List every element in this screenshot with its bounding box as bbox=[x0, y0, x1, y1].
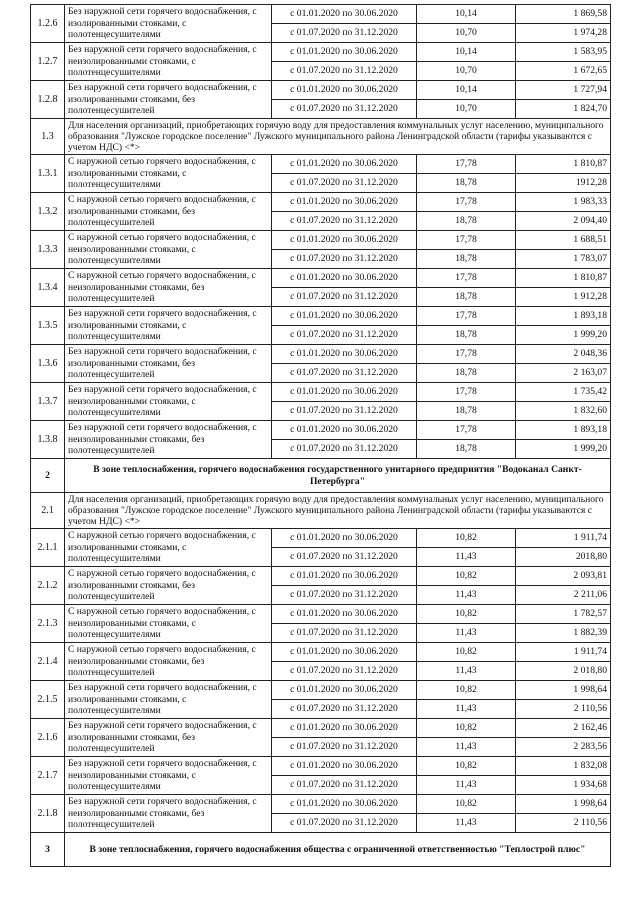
value-a-first-half: 10,14 bbox=[417, 5, 516, 24]
value-a-first-half: 17,78 bbox=[417, 269, 516, 288]
value-a-first-half: 10,82 bbox=[417, 567, 516, 586]
row-description: Без наружной сети горячего водоснабжения, с изолированными стояками, без полотенцесушителей bbox=[65, 345, 272, 383]
value-b-first-half: 1 832,08 bbox=[516, 757, 611, 776]
value-b-first-half: 2 162,46 bbox=[516, 719, 611, 738]
section-number: 2.1 bbox=[31, 493, 65, 529]
value-a-first-half: 10,82 bbox=[417, 529, 516, 548]
section-header-row bbox=[31, 493, 611, 529]
value-b-second-half: 2 211,06 bbox=[516, 586, 611, 605]
row-description: С наружной сетью горячего водоснабжения, с изолированными стояками, с полотенцесушителями bbox=[65, 155, 272, 193]
period-second-half: с 01.07.2020 по 31.12.2020 bbox=[272, 700, 417, 719]
value-b-first-half: 1 782,57 bbox=[516, 605, 611, 624]
value-a-first-half: 17,78 bbox=[417, 421, 516, 440]
value-b-second-half: 1 832,60 bbox=[516, 402, 611, 421]
value-a-first-half: 10,82 bbox=[417, 681, 516, 700]
row-description: С наружной сетью горячего водоснабжения, с неизолированными стояками, с полотенцесушителями bbox=[65, 231, 272, 269]
value-b-second-half: 1 824,70 bbox=[516, 100, 611, 119]
period-first-half: с 01.01.2020 по 30.06.2020 bbox=[272, 231, 417, 250]
period-second-half: с 01.07.2020 по 31.12.2020 bbox=[272, 662, 417, 681]
row-description: Без наружной сети горячего водоснабжения, с изолированными стояками, с полотенцесушителями bbox=[65, 307, 272, 345]
period-second-half: с 01.07.2020 по 31.12.2020 bbox=[272, 100, 417, 119]
period-first-half: с 01.01.2020 по 30.06.2020 bbox=[272, 643, 417, 662]
row-description: Без наружной сети горячего водоснабжения, с неизолированными стояками, с полотенцесушителями bbox=[65, 43, 272, 81]
value-b-second-half: 1 974,28 bbox=[516, 24, 611, 43]
value-a-second-half: 10,70 bbox=[417, 62, 516, 81]
value-a-first-half: 10,82 bbox=[417, 795, 516, 814]
row-number: 1.3.1 bbox=[31, 155, 65, 193]
row-description: Без наружной сети горячего водоснабжения, с изолированными стояками, без полотенцесушителей bbox=[65, 719, 272, 757]
value-a-second-half: 18,78 bbox=[417, 212, 516, 231]
value-b-second-half: 2 110,56 bbox=[516, 814, 611, 833]
row-number: 1.2.7 bbox=[31, 43, 65, 81]
period-first-half: с 01.01.2020 по 30.06.2020 bbox=[272, 269, 417, 288]
period-second-half: с 01.07.2020 по 31.12.2020 bbox=[272, 440, 417, 459]
tariff-table-body bbox=[31, 5, 611, 867]
value-a-second-half: 10,70 bbox=[417, 100, 516, 119]
value-a-first-half: 17,78 bbox=[417, 231, 516, 250]
row-number: 2.1.2 bbox=[31, 567, 65, 605]
table-row bbox=[31, 155, 611, 174]
table-row bbox=[31, 5, 611, 24]
row-number: 2.1.3 bbox=[31, 605, 65, 643]
value-a-second-half: 11,43 bbox=[417, 624, 516, 643]
row-description: С наружной сетью горячего водоснабжения, с неизолированными стояками, с полотенцесушителями bbox=[65, 605, 272, 643]
row-number: 2.1.5 bbox=[31, 681, 65, 719]
row-description: Без наружной сети горячего водоснабжения, с изолированными стояками, без полотенцесушителей bbox=[65, 81, 272, 119]
table-row bbox=[31, 567, 611, 586]
zone-header-row bbox=[31, 833, 611, 867]
section-header-row bbox=[31, 119, 611, 155]
period-second-half: с 01.07.2020 по 31.12.2020 bbox=[272, 24, 417, 43]
period-second-half: с 01.07.2020 по 31.12.2020 bbox=[272, 174, 417, 193]
value-a-second-half: 18,78 bbox=[417, 440, 516, 459]
period-second-half: с 01.07.2020 по 31.12.2020 bbox=[272, 738, 417, 757]
row-number: 1.2.6 bbox=[31, 5, 65, 43]
zone-title: В зоне теплоснабжения, горячего водоснабжения государственного унитарного предприятия "Водоканал Санкт-Петербурга" bbox=[65, 459, 611, 493]
value-a-second-half: 18,78 bbox=[417, 364, 516, 383]
value-a-second-half: 11,43 bbox=[417, 548, 516, 567]
value-a-second-half: 11,43 bbox=[417, 738, 516, 757]
period-second-half: с 01.07.2020 по 31.12.2020 bbox=[272, 814, 417, 833]
value-b-first-half: 1 810,87 bbox=[516, 269, 611, 288]
row-description: Без наружной сети горячего водоснабжения, с неизолированными стояками, без полотенцесушителей bbox=[65, 795, 272, 833]
value-a-second-half: 11,43 bbox=[417, 586, 516, 605]
value-b-second-half: 2 094,40 bbox=[516, 212, 611, 231]
value-a-second-half: 18,78 bbox=[417, 326, 516, 345]
period-second-half: с 01.07.2020 по 31.12.2020 bbox=[272, 212, 417, 231]
value-b-second-half: 1 912,28 bbox=[516, 288, 611, 307]
section-title: Для населения организаций, приобретающих горячую воду для предоставления коммунальных услуг населению, муниципального образования "Лужское городское поселение" Лужского муниципального района Ленинградской области (тарифы указываются с учетом НДС) <*> bbox=[65, 119, 611, 155]
table-row bbox=[31, 43, 611, 62]
value-b-first-half: 1 893,18 bbox=[516, 421, 611, 440]
period-first-half: с 01.01.2020 по 30.06.2020 bbox=[272, 605, 417, 624]
value-a-first-half: 17,78 bbox=[417, 383, 516, 402]
value-b-first-half: 1 998,64 bbox=[516, 681, 611, 700]
row-description: Без наружной сети горячего водоснабжения, с неизолированными стояками, с полотенцесушителями bbox=[65, 383, 272, 421]
value-a-first-half: 10,14 bbox=[417, 43, 516, 62]
value-a-first-half: 17,78 bbox=[417, 307, 516, 326]
value-b-second-half: 1 882,39 bbox=[516, 624, 611, 643]
table-row bbox=[31, 757, 611, 776]
value-a-first-half: 10,14 bbox=[417, 81, 516, 100]
row-description: Без наружной сети горячего водоснабжения, с неизолированными стояками, с полотенцесушителями bbox=[65, 757, 272, 795]
row-description: Без наружной сети горячего водоснабжения, с неизолированными стояками, без полотенцесушителей bbox=[65, 421, 272, 459]
value-a-first-half: 10,82 bbox=[417, 643, 516, 662]
period-first-half: с 01.01.2020 по 30.06.2020 bbox=[272, 193, 417, 212]
period-second-half: с 01.07.2020 по 31.12.2020 bbox=[272, 326, 417, 345]
value-b-first-half: 1 911,74 bbox=[516, 643, 611, 662]
period-first-half: с 01.01.2020 по 30.06.2020 bbox=[272, 155, 417, 174]
value-a-second-half: 18,78 bbox=[417, 250, 516, 269]
section-title: Для населения организаций, приобретающих горячую воду для предоставления коммунальных услуг населению, муниципального образования "Лужское городское поселение" Лужского муниципального района Ленинградской области (тарифы указываются с учетом НДС) <*> bbox=[65, 493, 611, 529]
table-row bbox=[31, 421, 611, 440]
table-row bbox=[31, 383, 611, 402]
section-number: 1.3 bbox=[31, 119, 65, 155]
table-row bbox=[31, 643, 611, 662]
value-b-first-half: 1 998,64 bbox=[516, 795, 611, 814]
value-a-first-half: 17,78 bbox=[417, 193, 516, 212]
period-first-half: с 01.01.2020 по 30.06.2020 bbox=[272, 421, 417, 440]
row-description: С наружной сетью горячего водоснабжения, с изолированными стояками, без полотенцесушителей bbox=[65, 193, 272, 231]
value-a-first-half: 10,82 bbox=[417, 605, 516, 624]
row-description: С наружной сетью горячего водоснабжения, с неизолированными стояками, без полотенцесушителей bbox=[65, 643, 272, 681]
value-b-first-half: 1 727,94 bbox=[516, 81, 611, 100]
row-description: С наружной сетью горячего водоснабжения, с изолированными стояками, без полотенцесушителей bbox=[65, 567, 272, 605]
value-b-second-half: 1 999,20 bbox=[516, 326, 611, 345]
tariff-table bbox=[30, 4, 611, 867]
value-a-second-half: 11,43 bbox=[417, 776, 516, 795]
period-first-half: с 01.01.2020 по 30.06.2020 bbox=[272, 795, 417, 814]
period-first-half: с 01.01.2020 по 30.06.2020 bbox=[272, 81, 417, 100]
value-b-second-half: 1912,28 bbox=[516, 174, 611, 193]
value-a-second-half: 11,43 bbox=[417, 662, 516, 681]
table-row bbox=[31, 231, 611, 250]
zone-title: В зоне теплоснабжения, горячего водоснабжения общества с ограниченной ответственностью "Теплострой плюс" bbox=[65, 833, 611, 867]
row-number: 2.1.6 bbox=[31, 719, 65, 757]
row-number: 1.2.8 bbox=[31, 81, 65, 119]
value-b-second-half: 2 018,80 bbox=[516, 662, 611, 681]
value-b-first-half: 1 983,33 bbox=[516, 193, 611, 212]
row-number: 1.3.8 bbox=[31, 421, 65, 459]
value-a-second-half: 11,43 bbox=[417, 700, 516, 719]
value-a-second-half: 18,78 bbox=[417, 288, 516, 307]
value-b-first-half: 1 735,42 bbox=[516, 383, 611, 402]
value-b-second-half: 1 999,20 bbox=[516, 440, 611, 459]
period-second-half: с 01.07.2020 по 31.12.2020 bbox=[272, 288, 417, 307]
value-b-second-half: 2018,80 bbox=[516, 548, 611, 567]
table-row bbox=[31, 529, 611, 548]
row-number: 1.3.6 bbox=[31, 345, 65, 383]
row-number: 2.1.7 bbox=[31, 757, 65, 795]
row-number: 1.3.5 bbox=[31, 307, 65, 345]
period-first-half: с 01.01.2020 по 30.06.2020 bbox=[272, 307, 417, 326]
value-b-second-half: 1 783,07 bbox=[516, 250, 611, 269]
value-a-first-half: 17,78 bbox=[417, 155, 516, 174]
value-a-first-half: 17,78 bbox=[417, 345, 516, 364]
value-a-second-half: 18,78 bbox=[417, 174, 516, 193]
row-number: 1.3.2 bbox=[31, 193, 65, 231]
row-number: 1.3.4 bbox=[31, 269, 65, 307]
period-first-half: с 01.01.2020 по 30.06.2020 bbox=[272, 719, 417, 738]
value-b-first-half: 2 048,36 bbox=[516, 345, 611, 364]
row-number: 1.3.3 bbox=[31, 231, 65, 269]
value-b-second-half: 2 163,07 bbox=[516, 364, 611, 383]
value-b-first-half: 1 810,87 bbox=[516, 155, 611, 174]
row-number: 2.1.4 bbox=[31, 643, 65, 681]
period-second-half: с 01.07.2020 по 31.12.2020 bbox=[272, 250, 417, 269]
value-a-first-half: 10,82 bbox=[417, 719, 516, 738]
value-b-second-half: 2 283,56 bbox=[516, 738, 611, 757]
row-number: 2.1.1 bbox=[31, 529, 65, 567]
value-b-first-half: 1 893,18 bbox=[516, 307, 611, 326]
value-b-first-half: 1 911,74 bbox=[516, 529, 611, 548]
period-second-half: с 01.07.2020 по 31.12.2020 bbox=[272, 776, 417, 795]
period-first-half: с 01.01.2020 по 30.06.2020 bbox=[272, 345, 417, 364]
period-first-half: с 01.01.2020 по 30.06.2020 bbox=[272, 383, 417, 402]
value-b-first-half: 1 583,95 bbox=[516, 43, 611, 62]
zone-header-row bbox=[31, 459, 611, 493]
row-number: 1.3.7 bbox=[31, 383, 65, 421]
row-description: С наружной сетью горячего водоснабжения, с неизолированными стояками, без полотенцесушителей bbox=[65, 269, 272, 307]
value-a-second-half: 11,43 bbox=[417, 814, 516, 833]
period-first-half: с 01.01.2020 по 30.06.2020 bbox=[272, 567, 417, 586]
period-first-half: с 01.01.2020 по 30.06.2020 bbox=[272, 681, 417, 700]
value-b-first-half: 1 688,51 bbox=[516, 231, 611, 250]
table-row bbox=[31, 795, 611, 814]
row-description: С наружной сетью горячего водоснабжения, с изолированными стояками, с полотенцесушителями bbox=[65, 529, 272, 567]
period-first-half: с 01.01.2020 по 30.06.2020 bbox=[272, 757, 417, 776]
row-description: Без наружной сети горячего водоснабжения, с изолированными стояками, с полотенцесушителями bbox=[65, 681, 272, 719]
value-b-second-half: 1 934,68 bbox=[516, 776, 611, 795]
table-row bbox=[31, 719, 611, 738]
value-b-second-half: 2 110,56 bbox=[516, 700, 611, 719]
table-row bbox=[31, 269, 611, 288]
period-second-half: с 01.07.2020 по 31.12.2020 bbox=[272, 624, 417, 643]
table-row bbox=[31, 81, 611, 100]
value-b-first-half: 2 093,81 bbox=[516, 567, 611, 586]
period-second-half: с 01.07.2020 по 31.12.2020 bbox=[272, 548, 417, 567]
value-b-first-half: 1 869,58 bbox=[516, 5, 611, 24]
row-number: 2.1.8 bbox=[31, 795, 65, 833]
table-row bbox=[31, 681, 611, 700]
value-a-second-half: 10,70 bbox=[417, 24, 516, 43]
table-row bbox=[31, 345, 611, 364]
value-a-second-half: 18,78 bbox=[417, 402, 516, 421]
row-description: Без наружной сети горячего водоснабжения, с изолированными стояками, с полотенцесушителями bbox=[65, 5, 272, 43]
table-row bbox=[31, 605, 611, 624]
period-second-half: с 01.07.2020 по 31.12.2020 bbox=[272, 62, 417, 81]
zone-number: 3 bbox=[31, 833, 65, 867]
table-row bbox=[31, 193, 611, 212]
period-second-half: с 01.07.2020 по 31.12.2020 bbox=[272, 402, 417, 421]
value-a-first-half: 10,82 bbox=[417, 757, 516, 776]
zone-number: 2 bbox=[31, 459, 65, 493]
period-second-half: с 01.07.2020 по 31.12.2020 bbox=[272, 586, 417, 605]
period-second-half: с 01.07.2020 по 31.12.2020 bbox=[272, 364, 417, 383]
period-first-half: с 01.01.2020 по 30.06.2020 bbox=[272, 5, 417, 24]
value-b-second-half: 1 672,65 bbox=[516, 62, 611, 81]
period-first-half: с 01.01.2020 по 30.06.2020 bbox=[272, 529, 417, 548]
table-row bbox=[31, 307, 611, 326]
period-first-half: с 01.01.2020 по 30.06.2020 bbox=[272, 43, 417, 62]
